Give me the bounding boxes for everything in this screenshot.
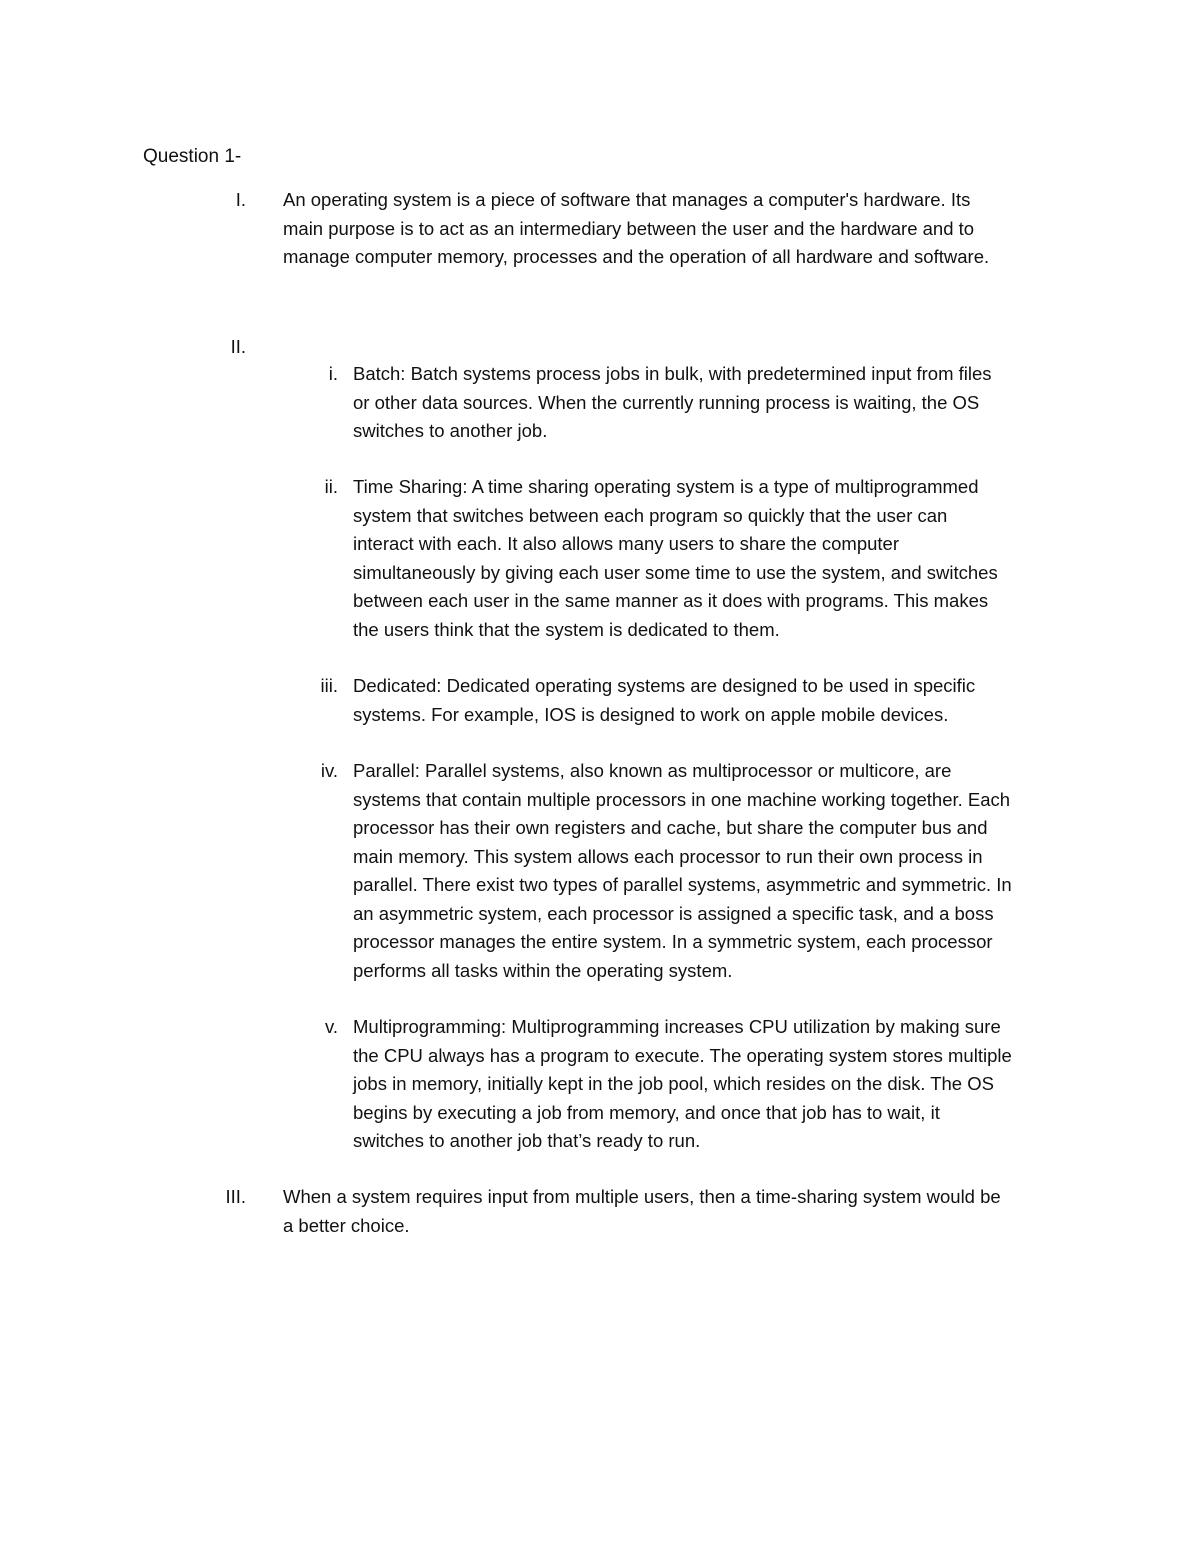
sublist-marker: iv. <box>320 760 338 781</box>
text-line: an asymmetric system, each processor is assigned a specific task, and a boss <box>353 902 994 924</box>
sublist-marker: i. <box>328 363 338 384</box>
text-line: parallel. There exist two types of parallel systems, asymmetric and symmetric. In <box>353 874 1012 895</box>
text-line: simultaneously by giving each user some time to use the system, and switches <box>353 561 998 583</box>
text-line: system that switches between each program so quickly that the user can <box>353 504 948 526</box>
list-marker: I. <box>235 189 246 210</box>
text-line: begins by executing a job from memory, and once that job has to wait, it <box>353 1101 940 1123</box>
sublist-marker: ii. <box>324 476 338 497</box>
list-item-text <box>283 1183 1073 1240</box>
text-line: Time Sharing: A time sharing operating system is a type of multiprogrammed <box>353 476 979 497</box>
text-line: the CPU always has a program to execute. The operating system stores multiple <box>353 1044 1012 1066</box>
text-line: When a system requires input from multiple users, then a time-sharing system would be <box>283 1186 1001 1207</box>
sublist-item-text <box>353 473 1071 644</box>
text-line: switches to another job. <box>353 420 548 441</box>
sublist-item-text <box>353 360 1071 446</box>
text-line: Parallel: Parallel systems, also known as multiprocessor or multicore, are <box>353 760 952 781</box>
text-line: or other data sources. When the currently running process is waiting, the OS <box>353 391 980 413</box>
text-line: An operating system is a piece of software that manages a computer's hardware. Its <box>283 189 971 210</box>
text-line: interact with each. It also allows many users to share the computer <box>353 533 900 554</box>
list-marker: III. <box>225 1186 246 1207</box>
sublist-item-text <box>353 1013 1071 1156</box>
text-line: main memory. This system allows each processor to run their own process in <box>353 845 983 867</box>
text-line: systems that contain multiple processors in one machine working together. Each <box>353 788 1011 810</box>
text-line: switches to another job that’s ready to run. <box>353 1130 701 1151</box>
text-line: Batch: Batch systems process jobs in bulk, with predetermined input from files <box>353 363 992 384</box>
question-heading: Question 1- <box>143 146 242 167</box>
sublist-item-text <box>353 672 1071 729</box>
text-line: performs all tasks within the operating system. <box>353 959 733 981</box>
sublist-marker: iii. <box>320 675 338 696</box>
text-line: between each user in the same manner as it does with programs. This makes <box>353 590 989 611</box>
text-line: processor manages the entire system. In a symmetric system, each processor <box>353 931 993 952</box>
list-item-text <box>283 186 1073 272</box>
text-line: processor has their own registers and cache, but share the computer bus and <box>353 817 988 838</box>
sublist-item-text <box>353 757 1071 985</box>
text-line: Dedicated: Dedicated operating systems are designed to be used in specific <box>353 675 976 696</box>
text-line: Multiprogramming: Multiprogramming increases CPU utilization by making sure <box>353 1016 1001 1037</box>
text-line: main purpose is to act as an intermediary between the user and the hardware and to <box>283 217 975 239</box>
text-line: the users think that the system is dedicated to them. <box>353 618 780 640</box>
sublist-marker: v. <box>324 1016 338 1037</box>
text-line: manage computer memory, processes and the operation of all hardware and software. <box>283 246 990 267</box>
list-marker: II. <box>230 336 246 357</box>
text-line: systems. For example, IOS is designed to work on apple mobile devices. <box>353 703 949 725</box>
text-line: a better choice. <box>283 1214 410 1236</box>
text-line: jobs in memory, initially kept in the job pool, which resides on the disk. The OS <box>353 1073 994 1094</box>
